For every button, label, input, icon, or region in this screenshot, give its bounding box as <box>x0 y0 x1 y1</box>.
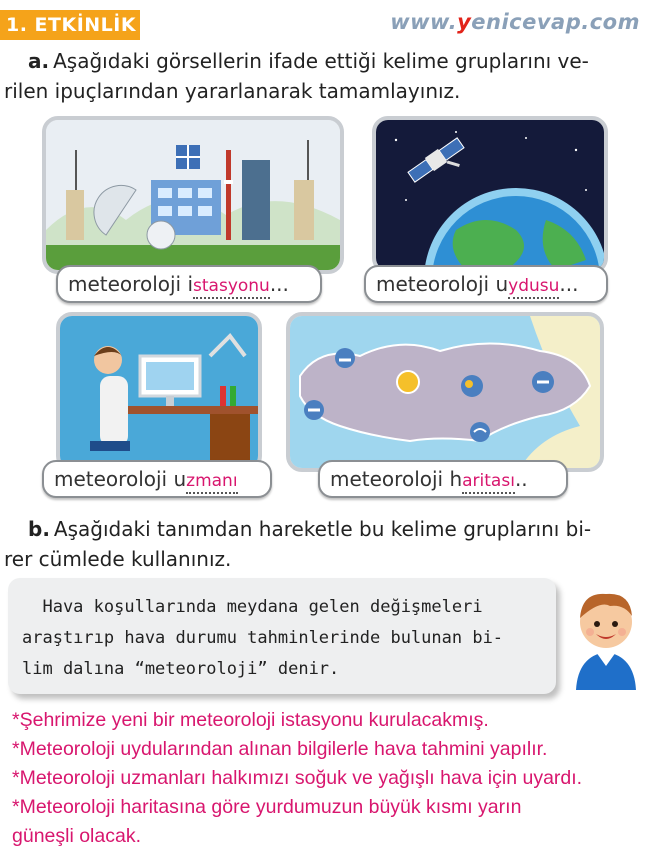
expert-answer: zmanı <box>186 471 237 494</box>
definition-box <box>8 578 556 694</box>
part-a-line1 <box>28 46 589 76</box>
map-caption <box>318 460 568 498</box>
site-url-prefix: www. <box>390 10 458 34</box>
expert-hint: meteoroloji u <box>54 467 187 491</box>
satellite-image <box>372 116 608 274</box>
station-answer: stasyonu <box>193 276 270 299</box>
expert-image <box>56 312 262 472</box>
map-hint: meteoroloji h <box>330 467 463 491</box>
satellite-dots: ... <box>559 272 579 296</box>
station-image <box>42 116 344 274</box>
answer-sentences <box>12 706 642 851</box>
map-image <box>286 312 604 472</box>
satellite-illustration <box>376 120 604 270</box>
station-dots: ... <box>269 272 289 296</box>
answer-line-5: güneşli olacak. <box>12 825 141 847</box>
turkey-weather-map <box>290 316 600 468</box>
station-hint: meteoroloji i <box>68 272 194 296</box>
site-url-rest: enicevap.com <box>471 10 640 34</box>
weather-station-illustration <box>46 120 340 270</box>
meteorologist-illustration <box>60 316 258 468</box>
expert-caption <box>42 460 272 498</box>
map-dots: .. <box>514 467 528 491</box>
answer-line-3: *Meteoroloji uzmanları halkımızı soğuk ve yağışlı hava için uyardı. <box>12 767 583 789</box>
activity-badge: 1. ETKİNLİK <box>0 10 140 40</box>
part-a-line2: rilen ipuçlarından yararlanarak tamamlayınız. <box>4 79 461 103</box>
map-answer: aritası <box>462 471 515 494</box>
part-b-text1: Aşağıdaki tanımdan hareketle bu kelime gruplarını bi- <box>53 517 592 541</box>
satellite-caption <box>364 265 608 303</box>
definition-line1: Hava koşullarında meydana gelen değişmeleri <box>22 597 483 617</box>
definition-line3: lim dalına “meteoroloji” denir. <box>22 659 340 679</box>
station-caption <box>56 265 322 303</box>
definition-line2: araştırıp hava durumu tahminlerinde bulunan bi- <box>22 628 504 648</box>
part-b-letter: b. <box>28 517 50 541</box>
satellite-answer: ydusu <box>508 276 559 299</box>
part-a-text1: Aşağıdaki görsellerin ifade ettiği kelime gruplarını ve- <box>53 49 589 73</box>
part-b-line2: rer cümlede kullanınız. <box>4 547 232 571</box>
part-a-letter: a. <box>28 49 50 73</box>
answer-line-2: *Meteoroloji uydularından alınan bilgilerle hava tahmini yapılır. <box>12 738 548 760</box>
site-url-brand: y <box>457 10 472 34</box>
answer-line-1: *Şehrimize yeni bir meteoroloji istasyonu kurulacakmış. <box>12 709 489 731</box>
boy-character-icon <box>570 586 642 690</box>
part-b-line1 <box>28 514 591 544</box>
satellite-hint: meteoroloji u <box>376 272 509 296</box>
answer-line-4: *Meteoroloji haritasına göre yurdumuzun büyük kısmı yarın <box>12 796 522 818</box>
site-url <box>390 10 640 34</box>
